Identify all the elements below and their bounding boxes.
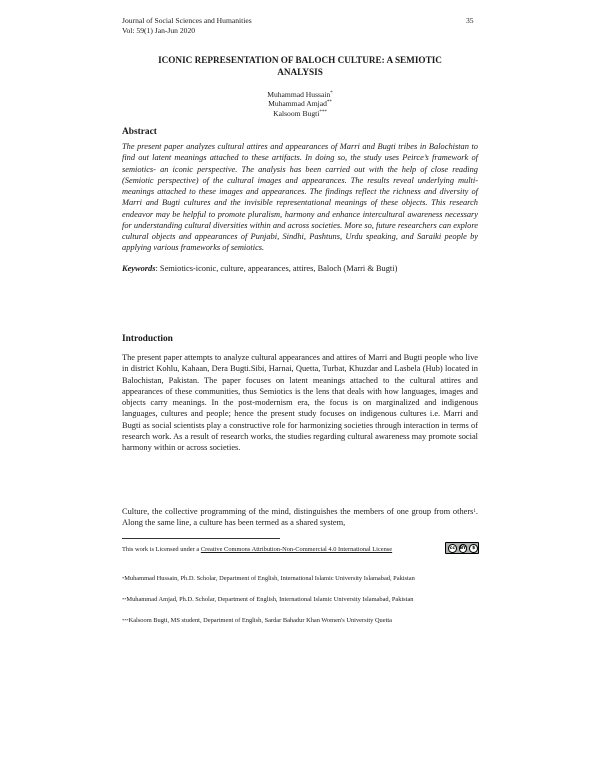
author-name: Muhammad Amjad [268, 99, 327, 109]
title-line-1: ICONIC REPRESENTATION OF BALOCH CULTURE: A SEMIOTIC [158, 55, 442, 65]
journal-header [122, 16, 252, 36]
author-1 [122, 90, 478, 99]
noncommercial-icon: $ [469, 544, 478, 553]
footnote-text: Kalsoom Bugti, MS student, Department of English, Sardar Bahadur Khan Women's University Quetta [128, 617, 392, 624]
paragraph-text: Culture, the collective programming of the mind, distinguishes the members of one group from others [122, 507, 474, 516]
introduction-paragraph-2 [122, 506, 478, 529]
license-statement [122, 546, 392, 553]
paragraph-text: . Along the same line, a culture has been termed as a shared system, [122, 507, 478, 528]
author-3 [122, 109, 478, 118]
footnote-1 [122, 575, 478, 583]
author-2 [122, 99, 478, 108]
attribution-icon: BY [459, 545, 467, 551]
title-line-2: ANALYSIS [277, 67, 323, 77]
author-mark: *** [319, 109, 327, 115]
footnote-3 [122, 617, 478, 625]
author-list [122, 90, 478, 118]
author-name: Muhammad Hussain [267, 90, 331, 99]
footnote-divider [122, 538, 280, 539]
keywords-label: Keywords [122, 264, 156, 273]
author-mark: * [330, 91, 333, 96]
footnote-mark: ** [122, 597, 127, 602]
journal-volume: Vol: 59(1) Jan-Jun 2020 [122, 26, 196, 35]
cc-icon: cc [449, 545, 455, 551]
keywords-text: : Semiotics-iconic, culture, appearances, attires, Baloch (Marri & Bugti) [155, 264, 398, 273]
page-number: 35 [466, 16, 474, 25]
footnote-2 [122, 596, 478, 604]
abstract-heading: Abstract [122, 127, 157, 137]
author-name: Kalsoom Bugti [273, 108, 320, 118]
footnote-mark: * [122, 576, 125, 581]
license-link[interactable]: Creative Commons Attribution-Non-Commercial 4.0 International License [200, 546, 393, 553]
introduction-paragraph-1: The present paper attempts to analyze cultural appearances and attires of Marri and Bugti people who live in district Kohlu, Kahaan, Dera Bugti.Sibi, Harnai, Quetta, Turbat, Khuzdar and Lasbela (Hub) located in Balochistan, Pakistan. The paper focuses on latent meanings attached to the cultural attires and appearances of these communities, thus Semiotics is the lens that deals with how languages, images and objects carry meanings. In the post-modernism era, the focus is on marginalized and indigenous languages, cultures and people; hence the present study focuses on indigenous cultures i.e. Marri and Bugti as social scientists play a constructive role for harmonizing societies through interaction in terms of research work. As a result of research works, the studies regarding cultural awareness may promote social harmony within or across societies. [122, 353, 478, 452]
footnote-text: Muhammad Amjad, Ph.D. Scholar, Department of English, International Islamic University Islamabad, Pakistan [126, 596, 414, 603]
footnote-mark: *** [122, 618, 129, 623]
author-mark: ** [326, 100, 332, 106]
abstract-text: The present paper analyzes cultural attires and appearances of Marri and Bugti tribes in Balochistan to find out latent meanings attached to these artifacts. In doing so, the study uses Peirce’s framework of semiotics- an iconic perspective. The analysis has been carried out with the help of close reading (Semiotic perspective) of the cultural images and appearances. The results reveal underlying multi-meanings attached to these images and appearances. The findings reflect the richness and diversity of Marri and Bugti cultures and the invisible representational meanings of these objects. This research endeavor may be helpful to promote pluralism, harmony and enhance intercultural awareness necessary for understanding cultural diversities within and across societies. More so, future researchers can explore cultural objects and appearances of Punjabi, Sindhi, Pashtuns, Urdu speaking, and Saraiki people by applying various frameworks of semiotics. [122, 142, 478, 253]
cc-license-badge[interactable] [445, 542, 479, 554]
keywords [122, 264, 478, 273]
footnote-ref[interactable]: 1 [473, 509, 476, 514]
introduction-heading: Introduction [122, 334, 173, 344]
license-prefix: This work is Licensed under a [122, 546, 201, 553]
journal-name: Journal of Social Sciences and Humanities [122, 16, 252, 25]
paper-title [122, 54, 478, 78]
footnote-text: Muhammad Hussain, Ph.D. Scholar, Department of English, International Islamic University Islamabad, Pakistan [124, 575, 415, 582]
